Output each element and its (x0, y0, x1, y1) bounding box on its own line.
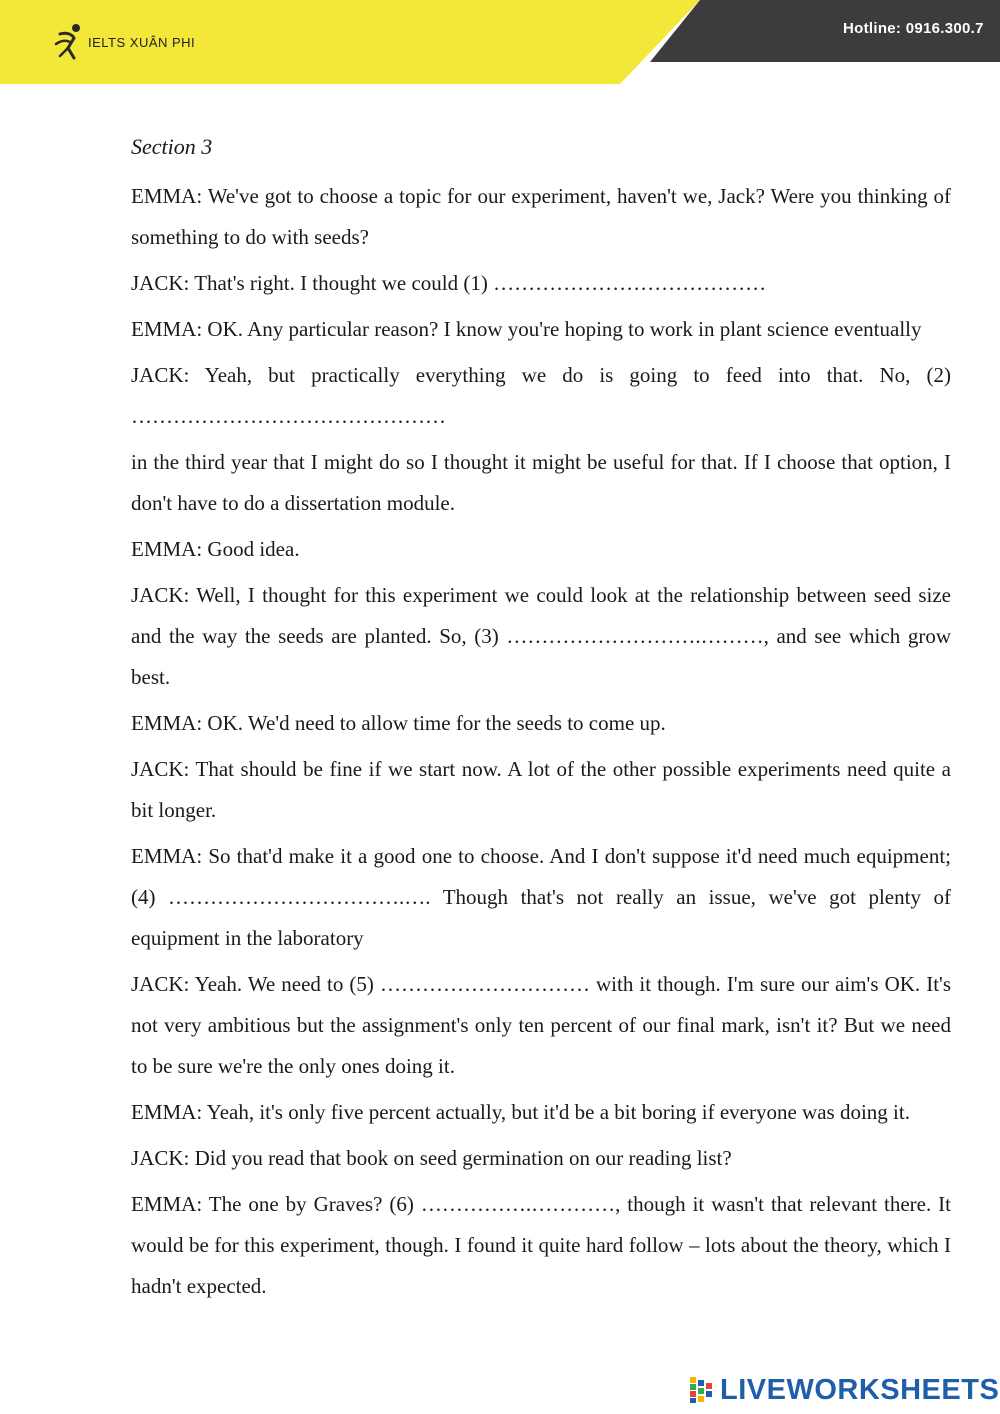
dialogue-paragraph: JACK: Well, I thought for this experiment we could look at the relationship between seed size and the way the seeds are planted. So, (3) ……………………….………, and see which grow best. (131, 583, 951, 689)
live-blocks-icon (690, 1377, 714, 1403)
dialogue-paragraph: EMMA: So that'd make it a good one to choose. And I don't suppose it'd need much equipment; (4) …………………………….…. Though that's not really an issue, we've got plenty of equipment in the laboratory (131, 844, 951, 950)
document-body (131, 130, 951, 1312)
dialogue-paragraph: JACK: Yeah. We need to (5) ………………………… with it though. I'm sure our aim's OK. It's not very ambitious but the assignment's only ten percent of our final mark, isn't it? But we need to be sure we're the only ones doing it. (131, 972, 951, 1078)
dialogue-paragraph: in the third year that I might do so I thought it might be useful for that. If I choose that option, I don't have to do a dissertation module. (131, 450, 951, 515)
dialogue-paragraph: EMMA: Yeah, it's only five percent actually, but it'd be a bit boring if everyone was doing it. (131, 1100, 910, 1124)
dialogue-paragraph: JACK: Yeah, but practically everything we do is going to feed into that. No, (2) ……………………………………… (131, 363, 951, 428)
liveworksheets-logo (690, 1372, 999, 1408)
dialogue-paragraph: EMMA: The one by Graves? (6) …………….…………, though it wasn't that relevant there. It would be for this experiment, though. I found it quite hard follow – lots about the theory, which I hadn't expected. (131, 1192, 951, 1298)
dialogue-paragraph: EMMA: OK. We'd need to allow time for the seeds to come up. (131, 711, 666, 735)
dialogue-paragraph: JACK: That's right. I thought we could (1) ………………………………… (131, 271, 767, 295)
dialogue-paragraph: EMMA: We've got to choose a topic for our experiment, haven't we, Jack? Were you thinking of something to do with seeds? (131, 184, 951, 249)
page-header (0, 0, 1000, 84)
brand-name: IELTS XUÂN PHI (88, 34, 196, 50)
dialogue-paragraph: EMMA: OK. Any particular reason? I know you're hoping to work in plant science eventually (131, 317, 922, 341)
brand-logo (52, 22, 195, 62)
dialogue-paragraph: JACK: Did you read that book on seed germination on our reading list? (131, 1146, 732, 1170)
section-title: Section 3 (131, 134, 213, 159)
hotline-text: Hotline: 0916.300.7 (843, 20, 984, 37)
runner-logo-icon (52, 22, 86, 62)
dialogue-paragraph: JACK: That should be fine if we start now. A lot of the other possible experiments need quite a bit longer. (131, 757, 951, 822)
liveworksheets-wordmark: LIVEWORKSHEETS (720, 1373, 1000, 1406)
dialogue-paragraph: EMMA: Good idea. (131, 537, 300, 561)
